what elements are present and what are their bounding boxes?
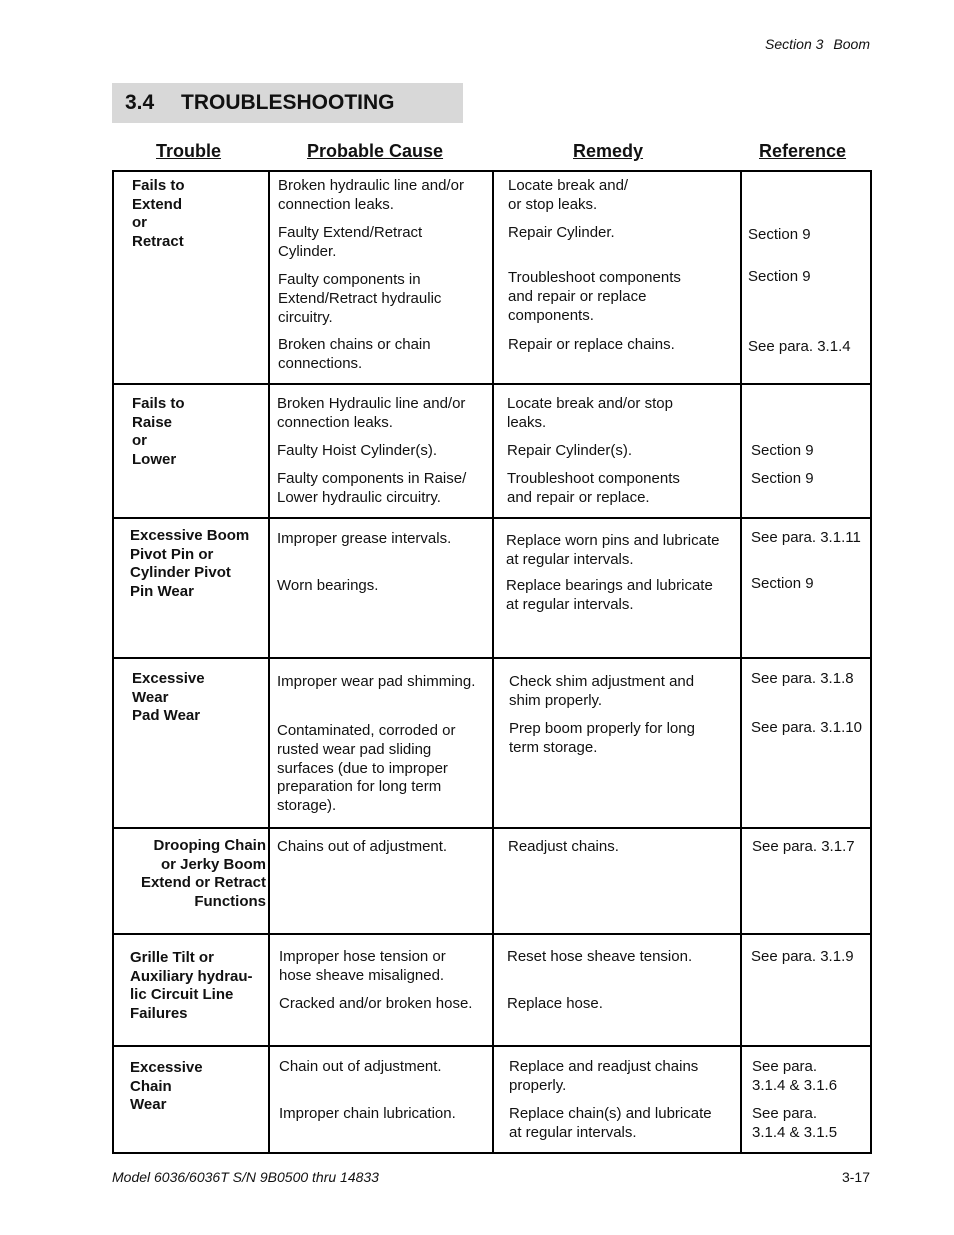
table-row [114,657,870,827]
remedy: Prep boom properly for long term storage. [509,720,695,756]
remedy: Replace worn pins and lubricate at regular intervals. [506,532,720,568]
remedy: Repair Cylinder(s). [507,442,633,459]
reference: Section 9 [751,575,814,592]
probable-cause: Chains out of adjustment. [277,838,448,855]
footer-page-number: 3-17 [841,1169,870,1185]
remedy: Check shim adjustment and shim properly. [509,673,695,709]
remedy: Repair Cylinder. [508,224,615,241]
column-divider [268,829,270,933]
column-divider [740,829,742,933]
probable-cause: Cracked and/or broken hose. [279,995,473,1012]
reference: See para. 3.1.4 & 3.1.6 [752,1058,838,1094]
column-divider [268,935,270,1045]
reference: See para. 3.1.11 [751,529,861,546]
reference: See para. 3.1.8 [751,670,854,687]
column-divider [492,385,494,517]
column-divider [740,172,742,383]
trouble-label: Excessive Wear Pad Wear [132,670,205,725]
column-divider [740,659,742,827]
reference: See para. 3.1.10 [751,719,862,736]
probable-cause: Chain out of adjustment. [279,1058,442,1075]
table-row [114,1045,870,1154]
running-header [765,36,870,52]
column-divider [492,935,494,1045]
table-row [114,172,870,383]
column-divider [740,1047,742,1154]
probable-cause: Improper wear pad shimming. [277,673,476,690]
column-divider [492,172,494,383]
reference: See para. 3.1.7 [752,838,855,855]
section-number: 3.4 [125,91,155,114]
reference: Section 9 [748,226,811,243]
column-divider [740,519,742,657]
table-row [114,827,870,933]
column-divider [740,385,742,517]
column-divider [492,829,494,933]
remedy: Replace hose. [507,995,603,1012]
remedy: Troubleshoot components and repair or replace components. [508,269,681,324]
header-section: Section 3 [765,36,824,52]
probable-cause: Faulty components in Extend/Retract hydraulic circuitry. [278,271,442,326]
reference: See para. 3.1.9 [751,948,854,965]
probable-cause: Contaminated, corroded or rusted wear pad sliding surfaces (due to improper preparation for long term storage). [277,722,456,815]
remedy: Replace and readjust chains properly. [509,1058,699,1094]
column-divider [268,385,270,517]
probable-cause: Broken hydraulic line and/or connection leaks. [278,177,464,213]
table-row [114,933,870,1045]
remedy: Troubleshoot components and repair or replace. [507,470,680,506]
section-title-bar [112,83,463,123]
probable-cause: Faulty Hoist Cylinder(s). [277,442,438,459]
footer-model: Model 6036/6036T S/N 9B0500 thru 14833 [112,1169,379,1185]
probable-cause: Faulty components in Raise/ Lower hydraulic circuitry. [277,470,467,506]
header-chapter: Boom [833,36,870,52]
column-header-remedy: Remedy [573,141,644,161]
column-header-reference: Reference [759,141,847,161]
reference: See para. 3.1.4 & 3.1.5 [752,1105,838,1141]
probable-cause: Improper hose tension or hose sheave misaligned. [279,948,446,984]
reference: Section 9 [751,470,814,487]
probable-cause: Improper chain lubrication. [279,1105,456,1122]
column-divider [740,935,742,1045]
remedy: Locate break and/or stop leaks. [507,395,673,431]
probable-cause: Broken chains or chain connections. [278,336,431,372]
column-divider [492,1047,494,1154]
trouble-label: Fails to Extend or Retract [132,177,185,250]
reference: Section 9 [751,442,814,459]
column-divider [268,519,270,657]
column-divider [268,659,270,827]
column-divider [268,1047,270,1154]
remedy: Replace chain(s) and lubricate at regular intervals. [509,1105,712,1141]
remedy: Locate break and/ or stop leaks. [508,177,629,213]
trouble-label: Excessive Boom Pivot Pin or Cylinder Pivot Pin Wear [130,527,250,600]
remedy: Readjust chains. [508,838,619,855]
probable-cause: Broken Hydraulic line and/or connection leaks. [277,395,466,431]
remedy: Replace bearings and lubricate at regular intervals. [506,577,713,613]
probable-cause: Faulty Extend/Retract Cylinder. [278,224,423,260]
trouble-label: Drooping Chain or Jerky Boom Extend or Retract Functions [140,837,266,910]
probable-cause: Improper grease intervals. [277,530,452,547]
column-divider [268,172,270,383]
reference: Section 9 [748,268,811,285]
section-title: TROUBLESHOOTING [181,91,395,114]
reference: See para. 3.1.4 [748,338,851,355]
column-header-trouble: Trouble [156,141,222,161]
remedy: Repair or replace chains. [508,336,675,353]
column-divider [492,659,494,827]
column-header-cause: Probable Cause [307,141,444,161]
table-row [114,383,870,517]
remedy: Reset hose sheave tension. [507,948,693,965]
trouble-label: Excessive Chain Wear [130,1059,203,1114]
trouble-label: Grille Tilt or Auxiliary hydrau- lic Circuit Line Failures [130,949,253,1022]
troubleshooting-table [112,170,872,1154]
table-row [114,517,870,657]
trouble-label: Fails to Raise or Lower [132,395,185,468]
probable-cause: Worn bearings. [277,577,379,594]
column-divider [492,519,494,657]
